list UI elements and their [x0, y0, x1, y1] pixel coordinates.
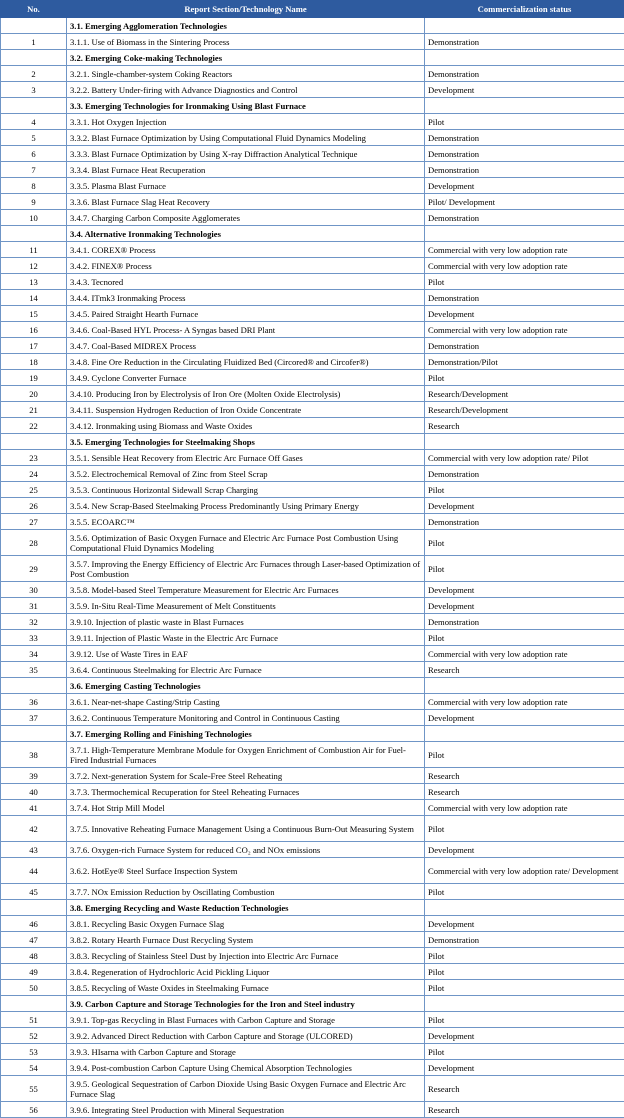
- table-row: [1, 258, 624, 274]
- row-number-cell: 42: [1, 816, 67, 842]
- commercialization-status-cell: Development: [425, 498, 624, 514]
- technology-name-cell: 3.3. Emerging Technologies for Ironmaking Using Blast Furnace: [67, 98, 425, 114]
- table-row: [1, 630, 624, 646]
- commercialization-status-cell: Development: [425, 916, 624, 932]
- row-number-cell: [1, 98, 67, 114]
- commercialization-status-cell: Development: [425, 598, 624, 614]
- commercialization-status-cell: Demonstration: [425, 290, 624, 306]
- header-technology-name: Report Section/Technology Name: [67, 1, 425, 18]
- table-row: [1, 980, 624, 996]
- commercialization-status-cell: Development: [425, 178, 624, 194]
- commercialization-status-cell: Research: [425, 784, 624, 800]
- technology-name-cell: 3.5.3. Continuous Horizontal Sidewall Scrap Charging: [67, 482, 425, 498]
- row-number-cell: 26: [1, 498, 67, 514]
- row-number-cell: 31: [1, 598, 67, 614]
- commercialization-status-cell: [425, 226, 624, 242]
- technology-name-cell: 3.6.1. Near-net-shape Casting/Strip Casting: [67, 694, 425, 710]
- commercialization-status-cell: Pilot: [425, 742, 624, 768]
- table-row: [1, 916, 624, 932]
- technology-name-cell: 3.6.2. HotEye® Steel Surface Inspection System: [67, 858, 425, 884]
- technology-name-cell: 3.3.6. Blast Furnace Slag Heat Recovery: [67, 194, 425, 210]
- technology-name-cell: 3.5.5. ECOARC™: [67, 514, 425, 530]
- commercialization-status-cell: Demonstration: [425, 932, 624, 948]
- section-header-row: [1, 98, 624, 114]
- commercialization-status-cell: Commercial with very low adoption rate: [425, 800, 624, 816]
- table-row: [1, 1060, 624, 1076]
- table-row: [1, 146, 624, 162]
- commercialization-status-cell: Demonstration: [425, 34, 624, 50]
- row-number-cell: 35: [1, 662, 67, 678]
- commercialization-status-cell: Pilot: [425, 630, 624, 646]
- commercialization-status-cell: Development: [425, 1028, 624, 1044]
- table-row: [1, 768, 624, 784]
- table-row: [1, 178, 624, 194]
- technology-name-cell: 3.3.4. Blast Furnace Heat Recuperation: [67, 162, 425, 178]
- section-header-row: [1, 18, 624, 34]
- row-number-cell: 18: [1, 354, 67, 370]
- technology-name-cell: 3.3.5. Plasma Blast Furnace: [67, 178, 425, 194]
- row-number-cell: 25: [1, 482, 67, 498]
- commercialization-status-cell: Pilot: [425, 530, 624, 556]
- table-row: [1, 662, 624, 678]
- commercialization-status-cell: Pilot/ Development: [425, 194, 624, 210]
- technology-name-cell: 3.4.6. Coal-Based HYL Process- A Syngas based DRI Plant: [67, 322, 425, 338]
- table-row: [1, 386, 624, 402]
- technology-name-cell: 3.4. Alternative Ironmaking Technologies: [67, 226, 425, 242]
- technology-name-cell: 3.9.5. Geological Sequestration of Carbon Dioxide Using Basic Oxygen Furnace and Electric Arc Furnace Slag: [67, 1076, 425, 1102]
- row-number-cell: 49: [1, 964, 67, 980]
- commercialization-status-cell: Research/Development: [425, 402, 624, 418]
- table-row: [1, 1028, 624, 1044]
- table-row: [1, 614, 624, 630]
- commercialization-status-cell: Demonstration: [425, 614, 624, 630]
- technology-name-cell: 3.4.1. COREX® Process: [67, 242, 425, 258]
- table-row: [1, 816, 624, 842]
- row-number-cell: 8: [1, 178, 67, 194]
- row-number-cell: 38: [1, 742, 67, 768]
- technology-name-cell: 3.7.6. Oxygen-rich Furnace System for reduced CO₂ and NOx emissions: [67, 842, 425, 858]
- commercialization-status-cell: Pilot: [425, 948, 624, 964]
- technology-name-cell: 3.8.1. Recycling Basic Oxygen Furnace Slag: [67, 916, 425, 932]
- table-body: [1, 18, 624, 1118]
- commercialization-status-cell: Commercial with very low adoption rate: [425, 694, 624, 710]
- row-number-cell: 51: [1, 1012, 67, 1028]
- row-number-cell: 10: [1, 210, 67, 226]
- table-row: [1, 1102, 624, 1118]
- commercialization-status-cell: Research/Development: [425, 386, 624, 402]
- row-number-cell: 39: [1, 768, 67, 784]
- commercialization-status-cell: Pilot: [425, 556, 624, 582]
- commercialization-status-cell: [425, 900, 624, 916]
- section-header-row: [1, 226, 624, 242]
- technology-name-cell: 3.6.2. Continuous Temperature Monitoring and Control in Continuous Casting: [67, 710, 425, 726]
- technology-name-cell: 3.9.11. Injection of Plastic Waste in the Electric Arc Furnace: [67, 630, 425, 646]
- technology-name-cell: 3.7.5. Innovative Reheating Furnace Management Using a Continuous Burn-Out Measuring System: [67, 816, 425, 842]
- table-row: [1, 932, 624, 948]
- commercialization-status-cell: Commercial with very low adoption rate/ Development: [425, 858, 624, 884]
- table-row: [1, 514, 624, 530]
- row-number-cell: 20: [1, 386, 67, 402]
- table-row: [1, 964, 624, 980]
- row-number-cell: 30: [1, 582, 67, 598]
- table-row: [1, 274, 624, 290]
- commercialization-status-cell: [425, 434, 624, 450]
- technology-name-cell: 3.9.3. HIsarna with Carbon Capture and Storage: [67, 1044, 425, 1060]
- technology-name-cell: 3.5.8. Model-based Steel Temperature Measurement for Electric Arc Furnaces: [67, 582, 425, 598]
- row-number-cell: 52: [1, 1028, 67, 1044]
- table-row: [1, 242, 624, 258]
- row-number-cell: 56: [1, 1102, 67, 1118]
- technology-name-cell: 3.7. Emerging Rolling and Finishing Technologies: [67, 726, 425, 742]
- technology-name-cell: 3.2. Emerging Coke-making Technologies: [67, 50, 425, 66]
- table-row: [1, 162, 624, 178]
- technology-name-cell: 3.4.5. Paired Straight Hearth Furnace: [67, 306, 425, 322]
- technology-name-cell: 3.4.7. Coal-Based MIDREX Process: [67, 338, 425, 354]
- row-number-cell: 29: [1, 556, 67, 582]
- row-number-cell: 32: [1, 614, 67, 630]
- row-number-cell: 19: [1, 370, 67, 386]
- commercialization-status-cell: Pilot: [425, 274, 624, 290]
- row-number-cell: 13: [1, 274, 67, 290]
- commercialization-status-cell: Pilot: [425, 1012, 624, 1028]
- table-row: [1, 66, 624, 82]
- row-number-cell: [1, 726, 67, 742]
- commercialization-status-cell: Pilot: [425, 816, 624, 842]
- commercialization-status-cell: Demonstration: [425, 466, 624, 482]
- commercialization-status-cell: [425, 98, 624, 114]
- row-number-cell: 5: [1, 130, 67, 146]
- technology-name-cell: 3.4.3. Tecnored: [67, 274, 425, 290]
- technology-name-cell: 3.4.12. Ironmaking using Biomass and Waste Oxides: [67, 418, 425, 434]
- technology-name-cell: 3.4.4. ITmk3 Ironmaking Process: [67, 290, 425, 306]
- technology-name-cell: 3.5.2. Electrochemical Removal of Zinc from Steel Scrap: [67, 466, 425, 482]
- table-row: [1, 194, 624, 210]
- commercialization-status-cell: Pilot: [425, 370, 624, 386]
- table-row: [1, 598, 624, 614]
- technology-name-cell: 3.8.4. Regeneration of Hydrochloric Acid Pickling Liquor: [67, 964, 425, 980]
- technology-name-cell: 3.6. Emerging Casting Technologies: [67, 678, 425, 694]
- row-number-cell: 50: [1, 980, 67, 996]
- technology-name-cell: 3.9.2. Advanced Direct Reduction with Carbon Capture and Storage (ULCORED): [67, 1028, 425, 1044]
- table-row: [1, 1076, 624, 1102]
- technology-name-cell: 3.9.10. Injection of plastic waste in Blast Furnaces: [67, 614, 425, 630]
- row-number-cell: [1, 226, 67, 242]
- table-row: [1, 322, 624, 338]
- technology-name-cell: 3.5.1. Sensible Heat Recovery from Electric Arc Furnace Off Gases: [67, 450, 425, 466]
- row-number-cell: [1, 434, 67, 450]
- technology-name-cell: 3.4.8. Fine Ore Reduction in the Circulating Fluidized Bed (Circored® and Circofer®): [67, 354, 425, 370]
- commercialization-status-cell: Commercial with very low adoption rate: [425, 258, 624, 274]
- technology-name-cell: 3.2.1. Single-chamber-system Coking Reactors: [67, 66, 425, 82]
- commercialization-status-cell: Pilot: [425, 980, 624, 996]
- commercialization-status-cell: Demonstration: [425, 162, 624, 178]
- technology-name-cell: 3.9.12. Use of Waste Tires in EAF: [67, 646, 425, 662]
- commercialization-status-cell: Development: [425, 1060, 624, 1076]
- row-number-cell: 7: [1, 162, 67, 178]
- table-row: [1, 858, 624, 884]
- row-number-cell: 24: [1, 466, 67, 482]
- technology-name-cell: 3.5.7. Improving the Energy Efficiency of Electric Arc Furnaces through Laser-based Optimization of Post Combustion: [67, 556, 425, 582]
- section-header-row: [1, 434, 624, 450]
- table-row: [1, 784, 624, 800]
- technology-name-cell: 3.5.9. In-Situ Real-Time Measurement of Melt Constituents: [67, 598, 425, 614]
- table-row: [1, 114, 624, 130]
- row-number-cell: 36: [1, 694, 67, 710]
- row-number-cell: 17: [1, 338, 67, 354]
- technology-name-cell: 3.3.2. Blast Furnace Optimization by Using Computational Fluid Dynamics Modeling: [67, 130, 425, 146]
- header-no: No.: [1, 1, 67, 18]
- commercialization-status-cell: Demonstration: [425, 210, 624, 226]
- table-row: [1, 1012, 624, 1028]
- section-header-row: [1, 678, 624, 694]
- row-number-cell: 23: [1, 450, 67, 466]
- row-number-cell: [1, 996, 67, 1012]
- table-row: [1, 530, 624, 556]
- commercialization-status-cell: Development: [425, 842, 624, 858]
- technology-name-cell: 3.3.3. Blast Furnace Optimization by Using X-ray Diffraction Analytical Technique: [67, 146, 425, 162]
- row-number-cell: 21: [1, 402, 67, 418]
- table-row: [1, 210, 624, 226]
- row-number-cell: 3: [1, 82, 67, 98]
- technology-name-cell: 3.2.2. Battery Under-firing with Advance Diagnostics and Control: [67, 82, 425, 98]
- commercialization-status-cell: [425, 996, 624, 1012]
- technology-name-cell: 3.3.1. Hot Oxygen Injection: [67, 114, 425, 130]
- row-number-cell: 11: [1, 242, 67, 258]
- commercialization-status-cell: Development: [425, 582, 624, 598]
- technology-name-cell: 3.9. Carbon Capture and Storage Technologies for the Iron and Steel industry: [67, 996, 425, 1012]
- commercialization-status-cell: Demonstration: [425, 514, 624, 530]
- commercialization-status-cell: Demonstration: [425, 130, 624, 146]
- table-row: [1, 130, 624, 146]
- commercialization-status-cell: Commercial with very low adoption rate: [425, 646, 624, 662]
- row-number-cell: 40: [1, 784, 67, 800]
- section-header-row: [1, 726, 624, 742]
- table-row: [1, 498, 624, 514]
- commercialization-status-cell: Research: [425, 1076, 624, 1102]
- technology-name-cell: 3.5. Emerging Technologies for Steelmaking Shops: [67, 434, 425, 450]
- commercialization-status-cell: Demonstration: [425, 338, 624, 354]
- row-number-cell: 55: [1, 1076, 67, 1102]
- commercialization-status-cell: Demonstration: [425, 66, 624, 82]
- technology-name-cell: 3.9.1. Top-gas Recycling in Blast Furnaces with Carbon Capture and Storage: [67, 1012, 425, 1028]
- commercialization-status-cell: Pilot: [425, 1044, 624, 1060]
- row-number-cell: 14: [1, 290, 67, 306]
- row-number-cell: [1, 678, 67, 694]
- table-row: [1, 306, 624, 322]
- row-number-cell: 9: [1, 194, 67, 210]
- section-header-row: [1, 996, 624, 1012]
- commercialization-status-cell: [425, 18, 624, 34]
- row-number-cell: 33: [1, 630, 67, 646]
- table-row: [1, 1044, 624, 1060]
- commercialization-status-cell: Commercial with very low adoption rate: [425, 322, 624, 338]
- row-number-cell: [1, 900, 67, 916]
- section-header-row: [1, 50, 624, 66]
- table-row: [1, 800, 624, 816]
- row-number-cell: 1: [1, 34, 67, 50]
- section-header-row: [1, 900, 624, 916]
- table-row: [1, 742, 624, 768]
- commercialization-status-cell: Research: [425, 1102, 624, 1118]
- technology-name-cell: 3.5.4. New Scrap-Based Steelmaking Process Predominantly Using Primary Energy: [67, 498, 425, 514]
- row-number-cell: 46: [1, 916, 67, 932]
- commercialization-status-cell: Commercial with very low adoption rate/ Pilot: [425, 450, 624, 466]
- row-number-cell: 27: [1, 514, 67, 530]
- table-row: [1, 482, 624, 498]
- technology-name-cell: 3.5.6. Optimization of Basic Oxygen Furnace and Electric Arc Furnace Post Combustion Using Computational Fluid Dynamics Modeling: [67, 530, 425, 556]
- row-number-cell: 41: [1, 800, 67, 816]
- row-number-cell: 43: [1, 842, 67, 858]
- row-number-cell: 48: [1, 948, 67, 964]
- row-number-cell: 4: [1, 114, 67, 130]
- commercialization-status-cell: Pilot: [425, 964, 624, 980]
- table-row: [1, 466, 624, 482]
- row-number-cell: 37: [1, 710, 67, 726]
- commercialization-status-cell: Research: [425, 662, 624, 678]
- technology-name-cell: 3.6.4. Continuous Steelmaking for Electric Arc Furnace: [67, 662, 425, 678]
- commercialization-status-cell: Pilot: [425, 482, 624, 498]
- commercialization-status-cell: Development: [425, 82, 624, 98]
- row-number-cell: 53: [1, 1044, 67, 1060]
- table-row: [1, 34, 624, 50]
- row-number-cell: 6: [1, 146, 67, 162]
- row-number-cell: 2: [1, 66, 67, 82]
- technology-name-cell: 3.4.9. Cyclone Converter Furnace: [67, 370, 425, 386]
- table-header: [1, 1, 624, 18]
- row-number-cell: [1, 50, 67, 66]
- row-number-cell: 16: [1, 322, 67, 338]
- technology-name-cell: 3.1. Emerging Agglomeration Technologies: [67, 18, 425, 34]
- row-number-cell: 34: [1, 646, 67, 662]
- row-number-cell: 15: [1, 306, 67, 322]
- commercialization-status-cell: [425, 678, 624, 694]
- table-row: [1, 402, 624, 418]
- table-row: [1, 556, 624, 582]
- technology-name-cell: 3.8. Emerging Recycling and Waste Reduction Technologies: [67, 900, 425, 916]
- technology-name-cell: 3.8.5. Recycling of Waste Oxides in Steelmaking Furnace: [67, 980, 425, 996]
- row-number-cell: 54: [1, 1060, 67, 1076]
- table-row: [1, 82, 624, 98]
- commercialization-status-cell: Development: [425, 710, 624, 726]
- header-commercialization-status: Commercialization status: [425, 1, 624, 18]
- commercialization-status-cell: Pilot: [425, 114, 624, 130]
- table-row: [1, 354, 624, 370]
- commercialization-status-cell: Research: [425, 768, 624, 784]
- table-row: [1, 842, 624, 858]
- row-number-cell: 12: [1, 258, 67, 274]
- row-number-cell: [1, 18, 67, 34]
- technology-name-cell: 3.7.1. High-Temperature Membrane Module for Oxygen Enrichment of Combustion Air for Fuel-Fired Industrial Furnaces: [67, 742, 425, 768]
- row-number-cell: 45: [1, 884, 67, 900]
- row-number-cell: 22: [1, 418, 67, 434]
- table-row: [1, 948, 624, 964]
- commercialization-status-cell: Demonstration/Pilot: [425, 354, 624, 370]
- table-row: [1, 338, 624, 354]
- technology-name-cell: 3.4.7. Charging Carbon Composite Agglomerates: [67, 210, 425, 226]
- commercialization-status-cell: Demonstration: [425, 146, 624, 162]
- technology-name-cell: 3.8.3. Recycling of Stainless Steel Dust by Injection into Electric Arc Furnace: [67, 948, 425, 964]
- table-row: [1, 582, 624, 598]
- commercialization-status-cell: Research: [425, 418, 624, 434]
- technology-name-cell: 3.7.7. NOx Emission Reduction by Oscillating Combustion: [67, 884, 425, 900]
- commercialization-status-cell: [425, 726, 624, 742]
- technology-name-cell: 3.1.1. Use of Biomass in the Sintering Process: [67, 34, 425, 50]
- table-row: [1, 450, 624, 466]
- technology-name-cell: 3.9.6. Integrating Steel Production with Mineral Sequestration: [67, 1102, 425, 1118]
- commercialization-status-cell: Pilot: [425, 884, 624, 900]
- table-row: [1, 710, 624, 726]
- row-number-cell: 44: [1, 858, 67, 884]
- technology-name-cell: 3.8.2. Rotary Hearth Furnace Dust Recycling System: [67, 932, 425, 948]
- table-row: [1, 884, 624, 900]
- technology-name-cell: 3.7.2. Next-generation System for Scale-Free Steel Reheating: [67, 768, 425, 784]
- table-row: [1, 290, 624, 306]
- commercialization-status-cell: [425, 50, 624, 66]
- table-row: [1, 418, 624, 434]
- commercialization-status-cell: Commercial with very low adoption rate: [425, 242, 624, 258]
- technology-name-cell: 3.4.10. Producing Iron by Electrolysis of Iron Ore (Molten Oxide Electrolysis): [67, 386, 425, 402]
- row-number-cell: 28: [1, 530, 67, 556]
- technology-name-cell: 3.4.2. FINEX® Process: [67, 258, 425, 274]
- technology-name-cell: 3.7.3. Thermochemical Recuperation for Steel Reheating Furnaces: [67, 784, 425, 800]
- commercialization-status-cell: Development: [425, 306, 624, 322]
- technology-name-cell: 3.4.11. Suspension Hydrogen Reduction of Iron Oxide Concentrate: [67, 402, 425, 418]
- technology-name-cell: 3.7.4. Hot Strip Mill Model: [67, 800, 425, 816]
- table-row: [1, 694, 624, 710]
- table-row: [1, 646, 624, 662]
- row-number-cell: 47: [1, 932, 67, 948]
- table-row: [1, 370, 624, 386]
- technology-name-cell: 3.9.4. Post-combustion Carbon Capture Using Chemical Absorption Technologies: [67, 1060, 425, 1076]
